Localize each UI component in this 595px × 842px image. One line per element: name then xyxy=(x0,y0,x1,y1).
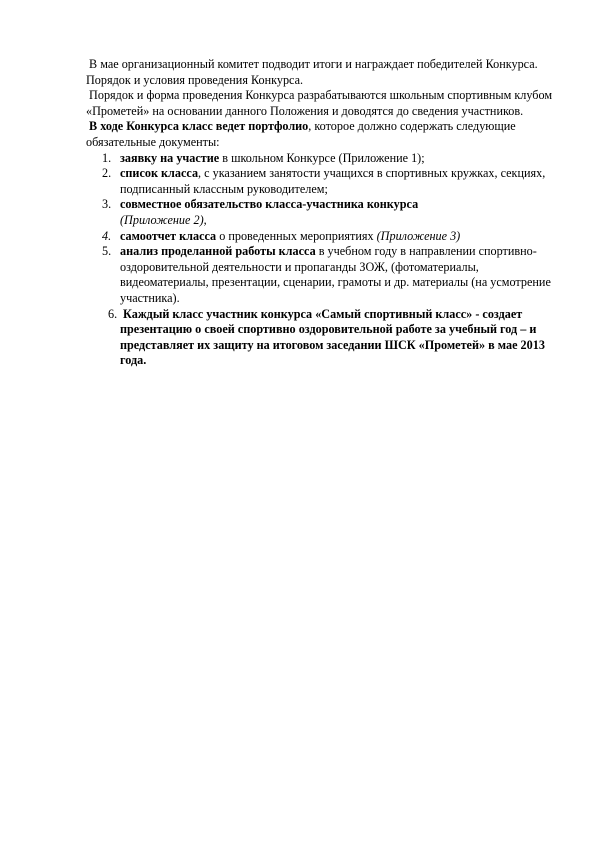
paragraph-procedure-text: Порядок и форма проведения Конкурса разрабатываются школьным спортивным клубом «Прометей» на основании данного Положения и доводятся до сведения участников. xyxy=(86,88,553,118)
paragraph-procedure xyxy=(86,88,556,119)
paragraph-procedure-heading: Порядок и условия проведения Конкурса. xyxy=(86,72,304,87)
list-number: 2. xyxy=(102,166,112,181)
list-item-bold: Каждый класс участник конкурса «Самый спортивный класс» - создает презентацию о своей спортивно оздоровительной работе за учебный год – и представляет их защиту на итоговом заседании ШСК «Прометей» в мае 2013 года. xyxy=(120,306,545,368)
document-body xyxy=(86,57,556,369)
portfolio-rest: , которое должно содержать следующие обязательные документы: xyxy=(86,119,516,149)
list-number: 6. xyxy=(108,306,118,321)
list-item xyxy=(86,166,556,197)
list-item-appendix: (Приложение 3) xyxy=(376,228,461,243)
list-item-text: в школьном Конкурсе (Приложение 1); xyxy=(219,150,425,165)
paragraph-awards-text: В мае организационный комитет подводит итоги и награждает победителей Конкурса. xyxy=(89,57,538,71)
list-number: 3. xyxy=(102,197,112,212)
list-number: 4. xyxy=(102,228,112,243)
list-item-bold: совместное обязательство класса-участника конкурса xyxy=(120,197,419,212)
list-item-appendix: (Приложение 2), xyxy=(120,212,207,227)
paragraph-portfolio xyxy=(86,119,556,150)
list-item-bold: самоотчет класса xyxy=(120,228,217,243)
list-item xyxy=(86,307,556,369)
paragraph-awards xyxy=(86,57,556,73)
list-item xyxy=(86,229,556,245)
documents-list xyxy=(86,151,556,369)
list-item xyxy=(86,244,556,306)
list-item-bold: заявку на участие xyxy=(120,150,220,165)
list-number: 1. xyxy=(102,150,112,165)
portfolio-bold: В ходе Конкурса класс ведет портфолио xyxy=(89,119,309,134)
list-item xyxy=(86,197,556,228)
list-number: 5. xyxy=(102,244,112,259)
list-item-text: о проведенных мероприятиях xyxy=(216,228,377,243)
list-item xyxy=(86,151,556,167)
list-item-bold: список класса xyxy=(120,166,199,181)
list-item-text: , с указанием занятости учащихся в спортивных кружках, секциях, подписанный классным руководителем; xyxy=(120,166,546,196)
list-item-bold: анализ проделанной работы класса xyxy=(120,244,316,259)
list-item-text: в учебном году в направлении спортивно-оздоровительной деятельности и пропаганды ЗОЖ, (фотоматериалы, видеоматериалы, презентации, сценарии, грамоты и др. материалы (на усмотрение участника). xyxy=(120,244,551,305)
